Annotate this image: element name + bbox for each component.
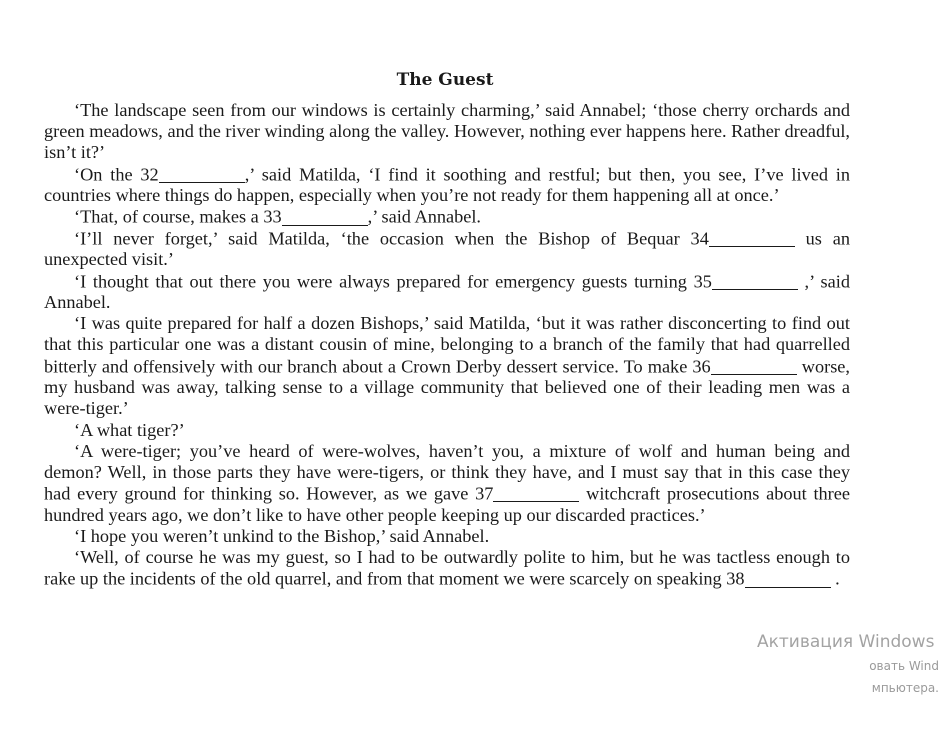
text-run: ‘A what tiger?’ [74, 419, 185, 440]
paragraph [44, 420, 850, 441]
text-run: ‘That, of course, makes a [74, 206, 264, 227]
text-run: ‘A were-tiger; you’ve heard of were-wolves, haven’t you, a mixture of wolf and human being and demon? Well, in those parts they have were-tigers, or think they have, and I must say that in this case they had every ground for thinking so. However, as we gave [44, 440, 850, 504]
text-run: ,’ said Matilda, ‘I find it soothing and restful; but then, you see, I’ve lived in countries where things do happen, especially when you’re not ready for them happening all at once.’ [44, 163, 850, 206]
story-text [44, 100, 850, 590]
gap-number: 34 [690, 228, 709, 249]
text-run: ‘The landscape seen from our windows is certainly charming,’ said Annabel; ‘those cherry orchards and green meadows, and the river winding along the valley. However, nothing ever happens here. Rather dreadful, isn’t it?’ [44, 100, 850, 163]
gap-number: 35 [693, 270, 712, 291]
text-run: ,’ said Annabel. [44, 270, 850, 313]
text-run: ‘I thought that out there you were always prepared for emergency guests turning [74, 270, 694, 291]
paragraph [44, 547, 850, 590]
text-run: worse, my husband was away, talking sense to a village community that believed one of their leading men was a were-tiger.’ [44, 355, 850, 419]
paragraph [44, 206, 850, 228]
windows-activation-watermark [757, 629, 941, 699]
text-run: ‘I was quite prepared for half a dozen Bishops,’ said Matilda, ‘but it was rather disconcerting to find out that this particular one was a distant cousin of mine, belonging to a branch of the family that had quarrelled bitterly and offensively with our branch about a Crown Derby dessert service. To make [44, 313, 850, 376]
text-run: . [830, 568, 840, 589]
watermark-title: Активация Windows [757, 632, 935, 652]
paragraph [44, 164, 850, 207]
watermark-line: овать Wind [869, 659, 939, 673]
paragraph [44, 313, 850, 419]
gap-number: 33 [263, 206, 282, 227]
text-run: ‘On the [74, 163, 141, 184]
gap-blank [709, 228, 795, 247]
paragraph [44, 526, 850, 547]
gap-blank [493, 483, 579, 502]
text-run: ,’ said Annabel. [367, 206, 482, 227]
text-run: us an unexpected visit.’ [44, 228, 850, 270]
paragraph [44, 228, 850, 271]
gap-blank [159, 164, 245, 183]
gap-blank [745, 568, 831, 587]
text-run: ‘Well, of course he was my guest, so I had to be outwardly polite to him, but he was tactless enough to rake up the incidents of the old quarrel, and from that moment we were scarcely on speaking [44, 547, 850, 589]
gap-blank [282, 206, 368, 225]
gap-number: 36 [692, 355, 711, 376]
text-run: witchcraft prosecutions about three hundred years ago, we don’t like to have other people keeping up our discarded practices.’ [44, 483, 851, 525]
watermark-line: мпьютера. [871, 681, 939, 695]
paragraph [44, 100, 850, 164]
paragraph [44, 271, 850, 314]
gap-blank [711, 356, 797, 375]
text-run: ‘I hope you weren’t unkind to the Bishop,’ said Annabel. [74, 525, 490, 546]
text-run: ‘I’ll never forget,’ said Matilda, ‘the occasion when the Bishop of Bequar [74, 228, 691, 249]
paragraph [44, 441, 850, 526]
document-title: The Guest [396, 70, 494, 90]
gap-number: 37 [475, 483, 494, 504]
gap-number: 32 [140, 163, 159, 184]
gap-blank [712, 271, 798, 290]
gap-number: 38 [726, 568, 745, 589]
